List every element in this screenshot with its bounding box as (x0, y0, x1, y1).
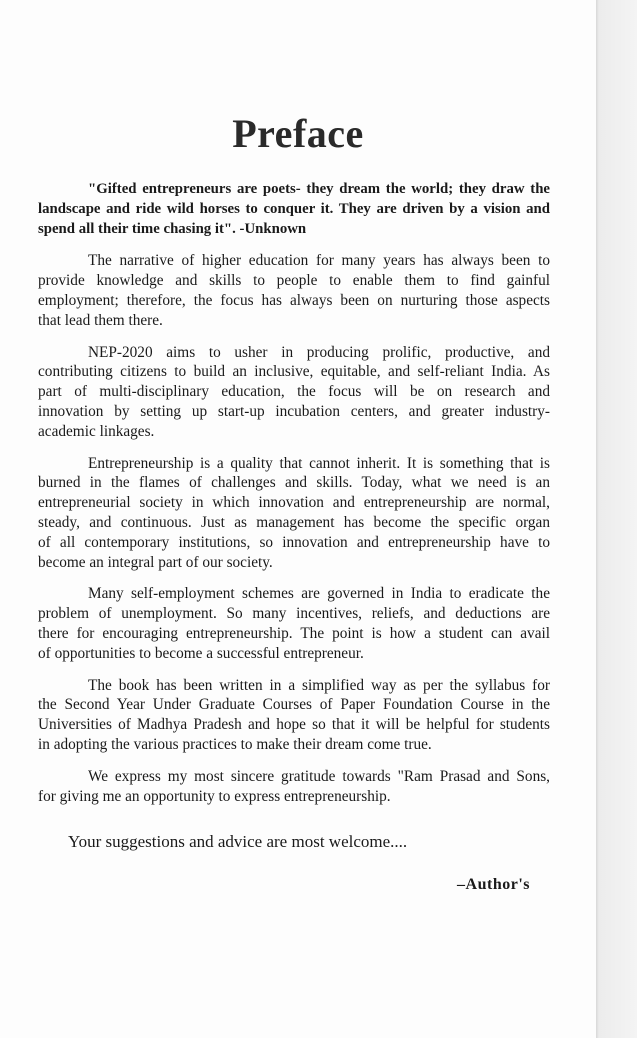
preface-body (38, 180, 550, 818)
paragraph (38, 454, 550, 573)
paragraph (38, 251, 550, 330)
text-line: NEP-2020 aims to usher in producing prolific, productive, and (88, 343, 550, 361)
text-line: become an integral part of our society. (38, 553, 273, 571)
text-line: in adopting the various practices to make their dream come true. (38, 735, 432, 753)
paragraph (38, 584, 550, 663)
paragraph (38, 343, 550, 442)
text-line: provide knowledge and skills to people to enable them to find gainful (38, 272, 550, 290)
text-line: for giving me an opportunity to express entrepreneurship. (38, 787, 391, 805)
text-line: steady, and continuous. Just as management has become the specific organ (38, 513, 550, 531)
epigraph-quote (38, 180, 550, 239)
paragraph (38, 676, 550, 755)
text-line: Entrepreneurship is a quality that cannot inherit. It is something that is (88, 454, 550, 472)
text-line: contributing citizens to build an inclusive, equitable, and self-reliant India. As (38, 363, 550, 381)
text-line: We express my most sincere gratitude towards "Ram Prasad and Sons, (88, 767, 550, 785)
text-line: Universities of Madhya Pradesh and hope so that it will be helpful for students (38, 716, 550, 734)
text-line: problem of unemployment. So many incentives, reliefs, and deductions are (38, 605, 550, 623)
text-line: of opportunities to become a successful entrepreneur. (38, 644, 364, 662)
text-line: entrepreneurial society in which innovation and entrepreneurship are normal, (38, 494, 550, 512)
text-line: The narrative of higher education for many years has always been to (88, 252, 550, 270)
text-line: spend all their time chasing it". -Unknown (38, 220, 307, 237)
page-title: Preface (232, 111, 364, 156)
text-line: employment; therefore, the focus has always been on nurturing those aspects (38, 291, 550, 309)
text-line: that lead them there. (38, 311, 163, 329)
signature: –Author's (457, 876, 530, 893)
text-line: the Second Year Under Graduate Courses of Paper Foundation Course in the (38, 696, 550, 714)
text-line: academic linkages. (38, 422, 155, 440)
text-line: landscape and ride wild horses to conquer it. They are driven by a vision and (38, 200, 550, 217)
text-line: Many self-employment schemes are governed in India to eradicate the (88, 585, 550, 603)
page-edge (596, 0, 637, 1038)
text-line: part of multi-disciplinary education, the focus will be on research and (38, 383, 550, 401)
closing-line: Your suggestions and advice are most welcome.... (68, 832, 408, 851)
text-line: there for encouraging entrepreneurship. The point is how a student can avail (38, 624, 550, 642)
text-line: burned in the flames of challenges and skills. Today, what we need is an (38, 474, 550, 492)
text-line: of all contemporary institutions, so innovation and entrepreneurship have to (38, 533, 550, 551)
paragraph (38, 767, 550, 807)
text-line: "Gifted entrepreneurs are poets- they dream the world; they draw the (88, 181, 550, 197)
text-line: The book has been written in a simplified way as per the syllabus for (88, 676, 550, 694)
text-line: innovation by setting up start-up incubation centers, and greater industry- (38, 402, 550, 420)
